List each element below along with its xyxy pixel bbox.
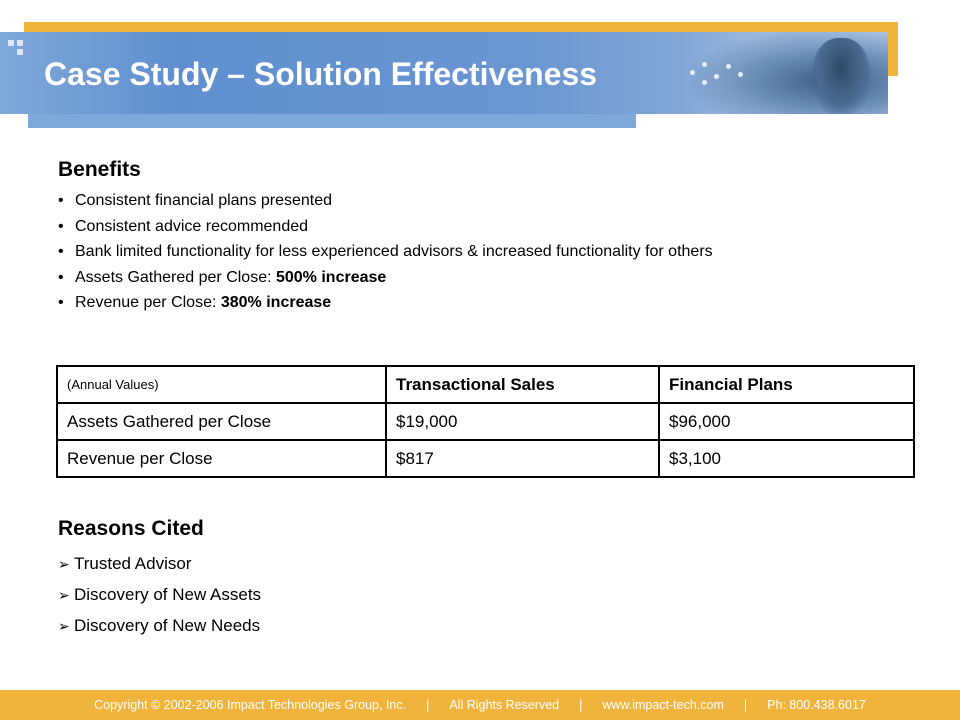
table-cell: $96,000 (659, 403, 914, 440)
reason-text: Trusted Advisor (74, 554, 192, 573)
list-item (58, 292, 713, 318)
reasons-list (58, 552, 261, 645)
footer-separator: | (743, 698, 748, 712)
footer-website-link[interactable]: www.impact-tech.com (602, 698, 724, 712)
benefits-heading: Benefits (58, 158, 141, 181)
table-header-transactional-sales: Transactional Sales (386, 366, 659, 403)
footer-rights: All Rights Reserved (449, 698, 560, 712)
table-row (57, 403, 914, 440)
list-item (58, 614, 261, 645)
table-row (57, 440, 914, 477)
benefit-text: Bank limited functionality for less experienced advisors & increased functionality for others (75, 243, 713, 260)
arrow-bullet-icon: ➢ (58, 587, 70, 603)
footer-separator: | (426, 698, 430, 712)
bullet-icon: • (58, 192, 64, 209)
header-gold-bar (24, 22, 898, 32)
table-header-financial-plans: Financial Plans (659, 366, 914, 403)
list-item (58, 583, 261, 614)
benefit-text: Consistent advice recommended (75, 217, 309, 235)
arrow-bullet-icon: ➢ (58, 618, 70, 634)
footer-phone: Ph: 800.438.6017 (767, 698, 866, 712)
benefit-text: Assets Gathered per Close: (75, 268, 276, 286)
arrow-bullet-icon: ➢ (58, 556, 70, 572)
benefit-highlight: 380% increase (220, 294, 332, 311)
list-item (58, 216, 713, 242)
page-title: Case Study – Solution Effectiveness (44, 56, 598, 92)
list-item (58, 190, 713, 216)
footer-copyright: Copyright © 2002-2006 Impact Technologies Group, Inc. (94, 698, 407, 712)
bullet-icon: • (58, 294, 64, 311)
benefit-text: Revenue per Close: (75, 294, 221, 311)
list-item (58, 552, 261, 583)
table-header-row (57, 366, 914, 403)
reason-text: Discovery of New Assets (74, 585, 262, 604)
header-banner-lower (28, 114, 636, 128)
benefits-list (58, 190, 713, 318)
footer-bar (0, 690, 960, 720)
reasons-heading: Reasons Cited (58, 517, 204, 540)
bullet-icon: • (58, 217, 64, 235)
table-cell: $19,000 (386, 403, 659, 440)
table-cell: $3,100 (659, 440, 914, 477)
list-item (58, 267, 713, 293)
benefit-highlight: 500% increase (275, 268, 387, 286)
person-silhouette-image (812, 38, 870, 114)
footer-separator: | (579, 698, 583, 712)
table-cell: Assets Gathered per Close (57, 403, 386, 440)
reason-text: Discovery of New Needs (74, 616, 261, 635)
bullet-icon: • (58, 268, 64, 286)
table-cell: $817 (386, 440, 659, 477)
bullet-icon: • (58, 243, 64, 260)
list-item (58, 241, 713, 267)
benefit-text: Consistent financial plans presented (75, 192, 333, 209)
table-cell: Revenue per Close (57, 440, 386, 477)
table-header-annual-values: (Annual Values) (57, 366, 386, 403)
comparison-table (56, 365, 915, 478)
